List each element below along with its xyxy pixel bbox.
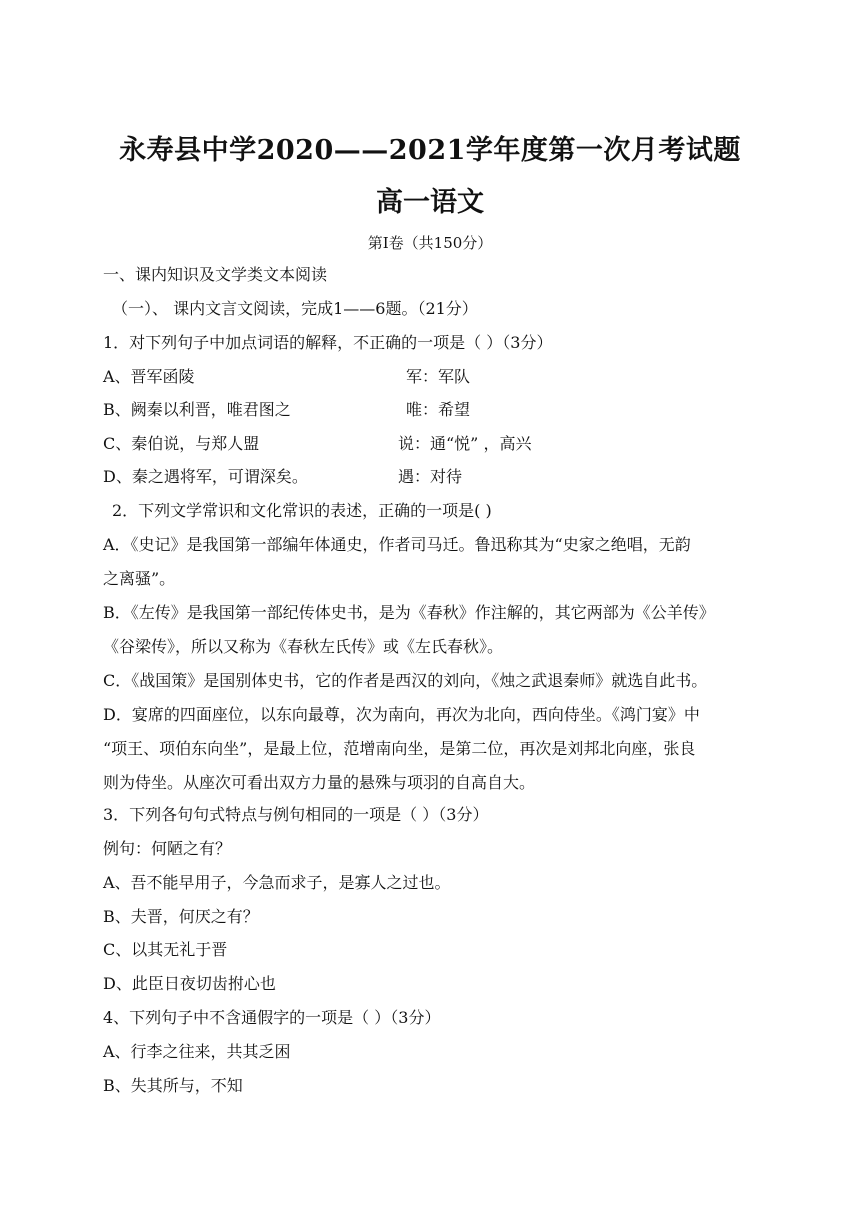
question-3-option-a: A、吾不能早用子，今急而求子，是寡人之过也。 xyxy=(103,873,451,892)
question-3-stem: 3．下列各句句式特点与例句相同的一项是（ ）（3分） xyxy=(103,805,489,824)
question-4-option-b: B、失其所与，不知 xyxy=(103,1076,243,1095)
question-3-option-b: B、夫晋，何厌之有？ xyxy=(103,907,259,926)
question-3-option-c: C、以其无礼于晋 xyxy=(103,940,228,959)
question-4-stem: 4、下列句子中不含通假字的一项是（ ）（3分） xyxy=(103,1008,441,1027)
question-2-line: D．宴席的四面座位，以东向最尊，次为南向，再次为北向，西向侍坐。《鸿门宴》中 xyxy=(103,705,700,724)
question-3-option-d: D、此臣日夜切齿拊心也 xyxy=(103,974,276,993)
question-2-line: C．《战国策》是国别体史书，它的作者是西汉的刘向，《烛之武退秦师》就选自此书。 xyxy=(103,671,708,690)
section-heading: 一、课内知识及文学类文本阅读 xyxy=(103,265,328,284)
question-1-option-a-explain: 军：军队 xyxy=(406,367,471,386)
question-2-line: “项王、项伯东向坐”，是最上位，范增南向坐，是第二位，再次是刘邦北向座，张良 xyxy=(103,739,696,758)
question-1-stem: 1．对下列句子中加点词语的解释，不正确的一项是（ ）（3分） xyxy=(103,333,553,352)
question-2-line: 则为侍坐。从座次可看出双方力量的悬殊与项羽的自高自大。 xyxy=(103,773,536,792)
page-subtitle: 高一语文 xyxy=(376,187,484,218)
question-1-option-d-explain: 遇：对待 xyxy=(398,467,463,486)
question-1-option-b-explain: 唯：希望 xyxy=(406,400,471,419)
question-2-line: 之离骚”。 xyxy=(103,569,176,588)
question-4-option-a: A、行李之往来，共其乏困 xyxy=(103,1042,291,1061)
page-title: 永寿县中学2020——2021学年度第一次月考试题 xyxy=(119,135,741,166)
question-1-option-d: D、秦之遇将军，可谓深矣。 xyxy=(103,467,308,486)
question-2-line: B．《左传》是我国第一部纪传体史书，是为《春秋》作注解的，其它两部为《公羊传》 xyxy=(103,603,715,622)
question-1-option-c-explain: 说：通“悦” ，高兴 xyxy=(398,434,532,453)
part-heading: （一）、 课内文言文阅读，完成1——6题。（21分） xyxy=(112,299,478,318)
question-1-option-a: A、晋军函陵 xyxy=(103,367,195,386)
question-1-option-c: C、秦伯说，与郑人盟 xyxy=(103,434,260,453)
question-1-option-b: B、阙秦以利晋，唯君图之 xyxy=(103,400,291,419)
question-2-line: 《谷梁传》，所以又称为《春秋左氏传》或《左氏春秋》。 xyxy=(103,637,504,656)
volume-label: 第Ⅰ卷（共150分） xyxy=(367,234,493,252)
question-2-stem: 2．下列文学常识和文化常识的表述，正确的一项是( ) xyxy=(112,501,492,520)
question-2-line: A．《史记》是我国第一部编年体通史，作者司马迁。鲁迅称其为“史家之绝唱，无韵 xyxy=(103,535,691,554)
question-3-example: 例句：何陋之有？ xyxy=(103,839,232,858)
